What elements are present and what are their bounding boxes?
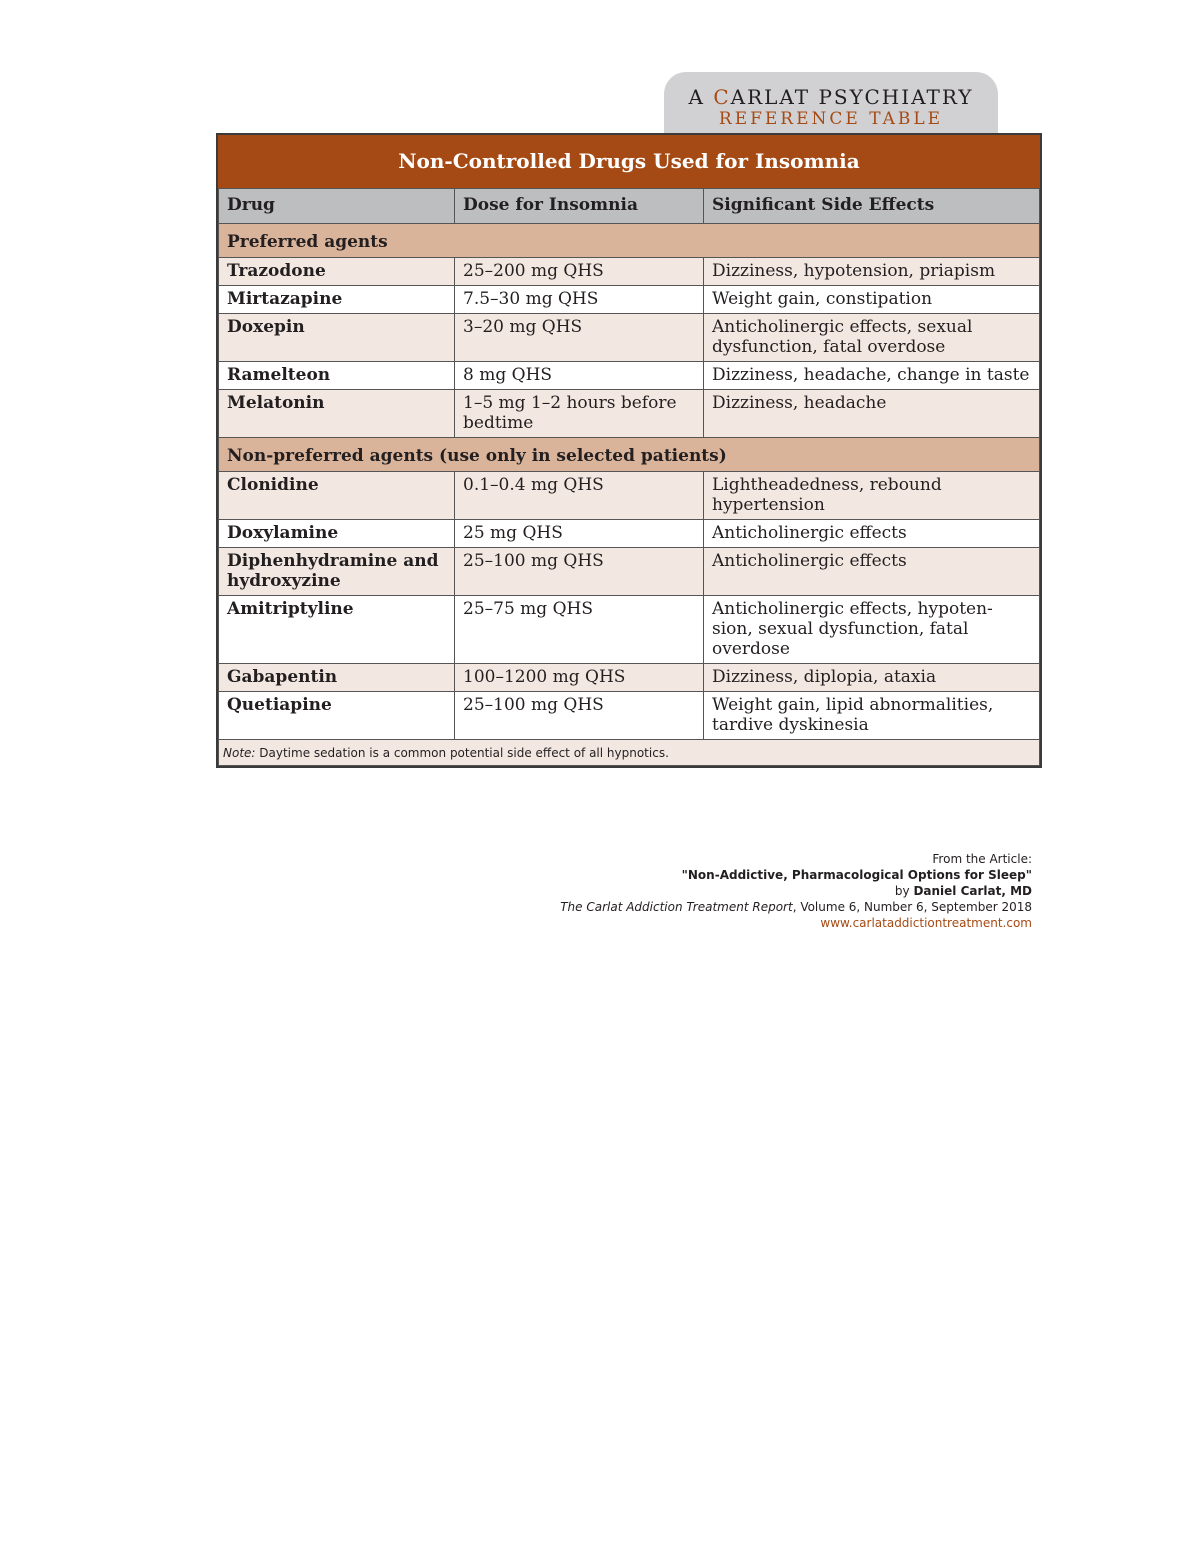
badge-line-1	[664, 85, 998, 109]
table-row	[219, 596, 1040, 664]
drug-side-effects: Weight gain, constipation	[704, 286, 1040, 314]
section-label: Preferred agents	[219, 224, 1040, 258]
header-drug: Drug	[219, 189, 455, 224]
drug-dose: 3–20 mg QHS	[455, 314, 704, 362]
badge-brand-rest: ARLAT PSYCHIATRY	[730, 85, 974, 109]
table-row	[219, 548, 1040, 596]
citation-issue: , Volume 6, Number 6, September 2018	[792, 900, 1032, 914]
table-note	[219, 740, 1040, 766]
citation-journal-line	[560, 899, 1032, 915]
drug-side-effects: Dizziness, headache, change in taste	[704, 362, 1040, 390]
table-row	[219, 520, 1040, 548]
table-row	[219, 390, 1040, 438]
drug-dose: 25–200 mg QHS	[455, 258, 704, 286]
drug-name: Quetiapine	[219, 692, 455, 740]
drug-dose: 100–1200 mg QHS	[455, 664, 704, 692]
reference-table-badge	[664, 72, 998, 134]
drug-side-effects: Anticholinergic effects, hypoten-sion, sexual dysfunction, fatal overdose	[704, 596, 1040, 664]
drug-name: Mirtazapine	[219, 286, 455, 314]
table-row	[219, 692, 1040, 740]
note-label: Note:	[223, 746, 256, 760]
drug-name: Doxylamine	[219, 520, 455, 548]
drug-dose: 7.5–30 mg QHS	[455, 286, 704, 314]
drug-side-effects: Dizziness, hypotension, priapism	[704, 258, 1040, 286]
note-row	[219, 740, 1040, 766]
drug-name: Amitriptyline	[219, 596, 455, 664]
article-citation	[560, 851, 1032, 931]
drug-name: Clonidine	[219, 472, 455, 520]
drug-table-grid	[218, 188, 1040, 766]
section-row-non-preferred	[219, 438, 1040, 472]
drug-dose: 1–5 mg 1–2 hours before bedtime	[455, 390, 704, 438]
header-row	[219, 189, 1040, 224]
drug-side-effects: Lightheadedness, rebound hypertension	[704, 472, 1040, 520]
drug-name: Diphenhydramine and hydroxyzine	[219, 548, 455, 596]
drug-side-effects: Dizziness, headache	[704, 390, 1040, 438]
drug-dose: 25 mg QHS	[455, 520, 704, 548]
insomnia-drug-table	[216, 133, 1042, 768]
drug-dose: 8 mg QHS	[455, 362, 704, 390]
badge-line-2: REFERENCE TABLE	[718, 109, 944, 129]
table-row	[219, 472, 1040, 520]
table-title: Non-Controlled Drugs Used for Insomnia	[218, 135, 1040, 188]
badge-brand-letter: C	[713, 85, 731, 109]
drug-side-effects: Anticholinergic effects, sexual dysfunction, fatal overdose	[704, 314, 1040, 362]
citation-author-line	[560, 883, 1032, 899]
drug-name: Trazodone	[219, 258, 455, 286]
header-dose: Dose for Insomnia	[455, 189, 704, 224]
table-row	[219, 286, 1040, 314]
badge-prefix: A	[688, 85, 714, 109]
header-side-effects: Significant Side Effects	[704, 189, 1040, 224]
citation-author: Daniel Carlat, MD	[913, 884, 1032, 898]
table-row	[219, 362, 1040, 390]
citation-intro: From the Article:	[932, 852, 1032, 866]
drug-name: Melatonin	[219, 390, 455, 438]
citation-by: by	[894, 884, 914, 898]
drug-side-effects: Weight gain, lipid abnormalities, tardive dyskinesia	[704, 692, 1040, 740]
table-row	[219, 258, 1040, 286]
drug-dose: 0.1–0.4 mg QHS	[455, 472, 704, 520]
drug-side-effects: Anticholinergic effects	[704, 548, 1040, 596]
drug-dose: 25–100 mg QHS	[455, 692, 704, 740]
note-text: Daytime sedation is a common potential side effect of all hypnotics.	[255, 746, 669, 760]
drug-dose: 25–75 mg QHS	[455, 596, 704, 664]
citation-url-link[interactable]: www.carlataddictiontreatment.com	[820, 916, 1032, 930]
drug-name: Gabapentin	[219, 664, 455, 692]
section-row-preferred	[219, 224, 1040, 258]
drug-dose: 25–100 mg QHS	[455, 548, 704, 596]
table-row	[219, 314, 1040, 362]
section-label: Non-preferred agents (use only in selected patients)	[219, 438, 1040, 472]
drug-side-effects: Anticholinergic effects	[704, 520, 1040, 548]
drug-name: Ramelteon	[219, 362, 455, 390]
drug-name: Doxepin	[219, 314, 455, 362]
citation-journal: The Carlat Addiction Treatment Report	[560, 900, 793, 914]
drug-side-effects: Dizziness, diplopia, ataxia	[704, 664, 1040, 692]
citation-article-title: "Non-Addictive, Pharmacological Options for Sleep"	[681, 868, 1032, 882]
table-row	[219, 664, 1040, 692]
